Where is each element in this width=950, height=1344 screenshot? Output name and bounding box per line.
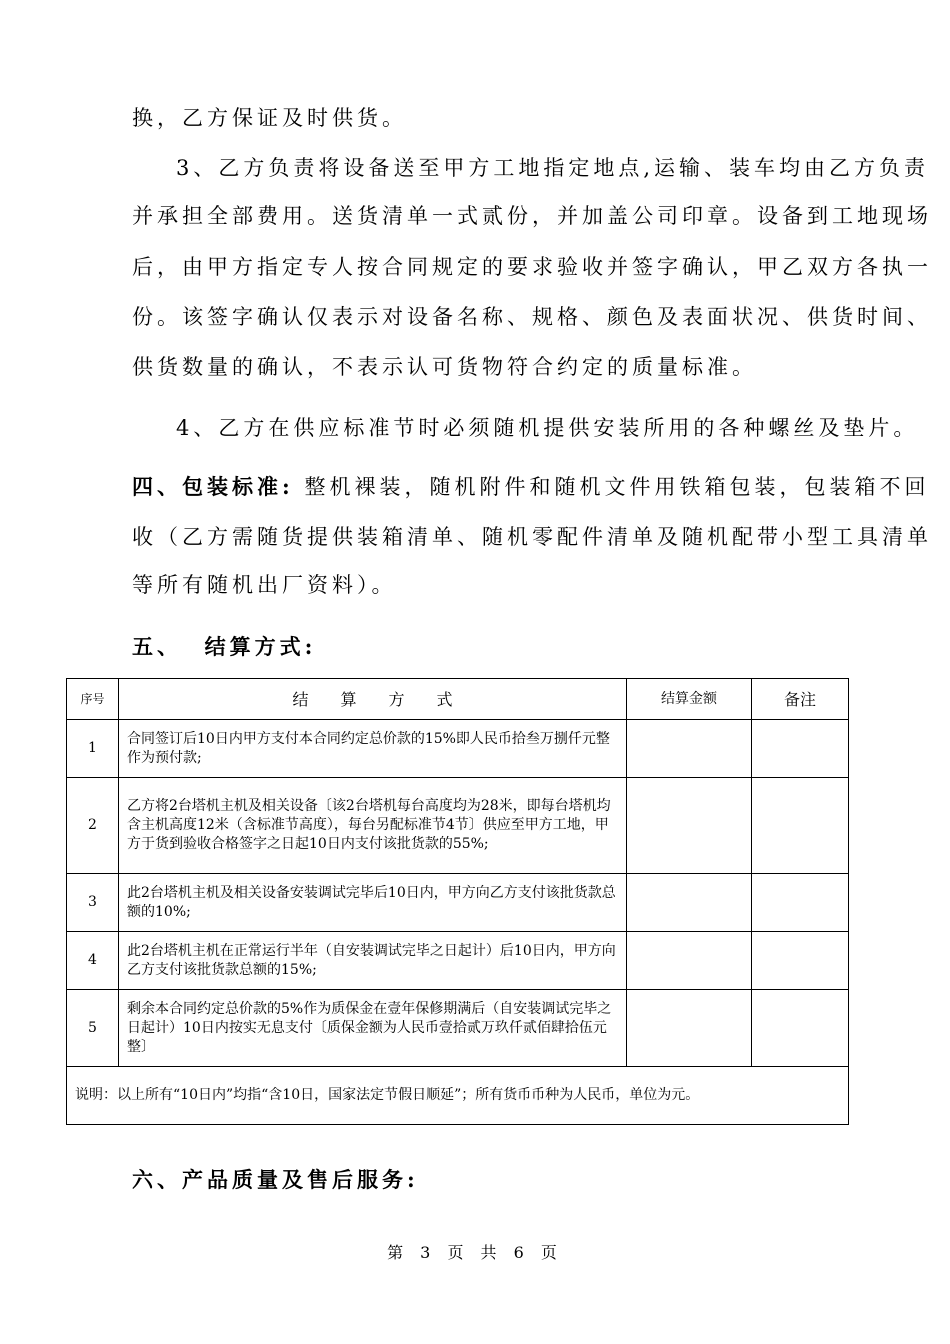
paragraph: 等所有随机出厂资料）。	[132, 573, 397, 597]
row-no: 1	[67, 720, 119, 778]
table-row	[67, 990, 849, 1067]
settlement-table	[66, 678, 849, 1125]
header-no: 序号	[67, 679, 119, 720]
paragraph: 收（乙方需随货提供装箱清单、随机零配件清单及随机配带小型工具清单	[132, 525, 932, 549]
header-amount: 结算金额	[627, 679, 752, 720]
row-remark	[752, 874, 849, 932]
section-heading: 四、包装标准:	[132, 474, 294, 499]
row-text: 此2台塔机主机在正常运行半年（自安装调试完毕之日起计）后10日内，甲方向乙方支付该批货款总额的15%;	[119, 932, 627, 990]
row-amount	[627, 932, 752, 990]
table-row	[67, 874, 849, 932]
table-note-row	[67, 1067, 849, 1125]
row-text: 剩余本合同约定总价款的5%作为质保金在壹年保修期满后（自安装调试完毕之日起计）10日内按实无息支付〔质保金额为人民币壹拾贰万玖仟贰佰肆拾伍元整〕	[119, 990, 627, 1067]
row-text: 此2台塔机主机及相关设备安装调试完毕后10日内，甲方向乙方支付该批货款总额的10%;	[119, 874, 627, 932]
row-remark	[752, 778, 849, 874]
row-remark	[752, 720, 849, 778]
section-heading: 六、产品质量及售后服务:	[132, 1167, 419, 1192]
table-row	[67, 932, 849, 990]
row-amount	[627, 778, 752, 874]
row-remark	[752, 990, 849, 1067]
row-no: 3	[67, 874, 119, 932]
header-method: 结 算 方 式	[119, 679, 627, 720]
header-remark: 备注	[752, 679, 849, 720]
paragraph: 4、乙方在供应标准节时必须随机提供安装所用的各种螺丝及垫片。	[176, 416, 919, 440]
row-remark	[752, 932, 849, 990]
row-no: 2	[67, 778, 119, 874]
paragraph: 3、乙方负责将设备送至甲方工地指定地点,运输、装车均由乙方负责	[176, 156, 930, 180]
row-amount	[627, 874, 752, 932]
table-header-row	[67, 679, 849, 720]
section-4	[132, 472, 930, 502]
section-text: 整机裸装，随机附件和随机文件用铁箱包装，包装箱不回	[304, 475, 930, 499]
paragraph: 后，由甲方指定专人按合同规定的要求验收并签字确认，甲乙双方各执一	[132, 255, 932, 279]
row-amount	[627, 720, 752, 778]
section-heading: 五、 结算方式:	[132, 634, 317, 659]
row-text: 合同签订后10日内甲方支付本合同约定总价款的15%即人民币拾叁万捌仟元整作为预付款;	[119, 720, 627, 778]
paragraph: 份。该签字确认仅表示对设备名称、规格、颜色及表面状况、供货时间、	[132, 305, 932, 329]
table-note: 说明：以上所有“10日内”均指“含10日，国家法定节假日顺延”；所有货币币种为人民币，单位为元。	[67, 1067, 849, 1125]
paragraph: 换，乙方保证及时供货。	[132, 106, 407, 130]
page-footer: 第 3 页 共 6 页	[387, 1243, 563, 1262]
row-no: 4	[67, 932, 119, 990]
table-row	[67, 720, 849, 778]
table-row	[67, 778, 849, 874]
row-text: 乙方将2台塔机主机及相关设备〔该2台塔机每台高度均为28米，即每台塔机均含主机高度12米（含标准节高度），每台另配标准节4节〕供应至甲方工地，甲方于货到验收合格签字之日起10日内支付该批货款的55%;	[119, 778, 627, 874]
row-amount	[627, 990, 752, 1067]
paragraph: 供货数量的确认，不表示认可货物符合约定的质量标准。	[132, 355, 757, 379]
paragraph: 并承担全部费用。送货清单一式贰份，并加盖公司印章。设备到工地现场	[132, 204, 932, 228]
row-no: 5	[67, 990, 119, 1067]
